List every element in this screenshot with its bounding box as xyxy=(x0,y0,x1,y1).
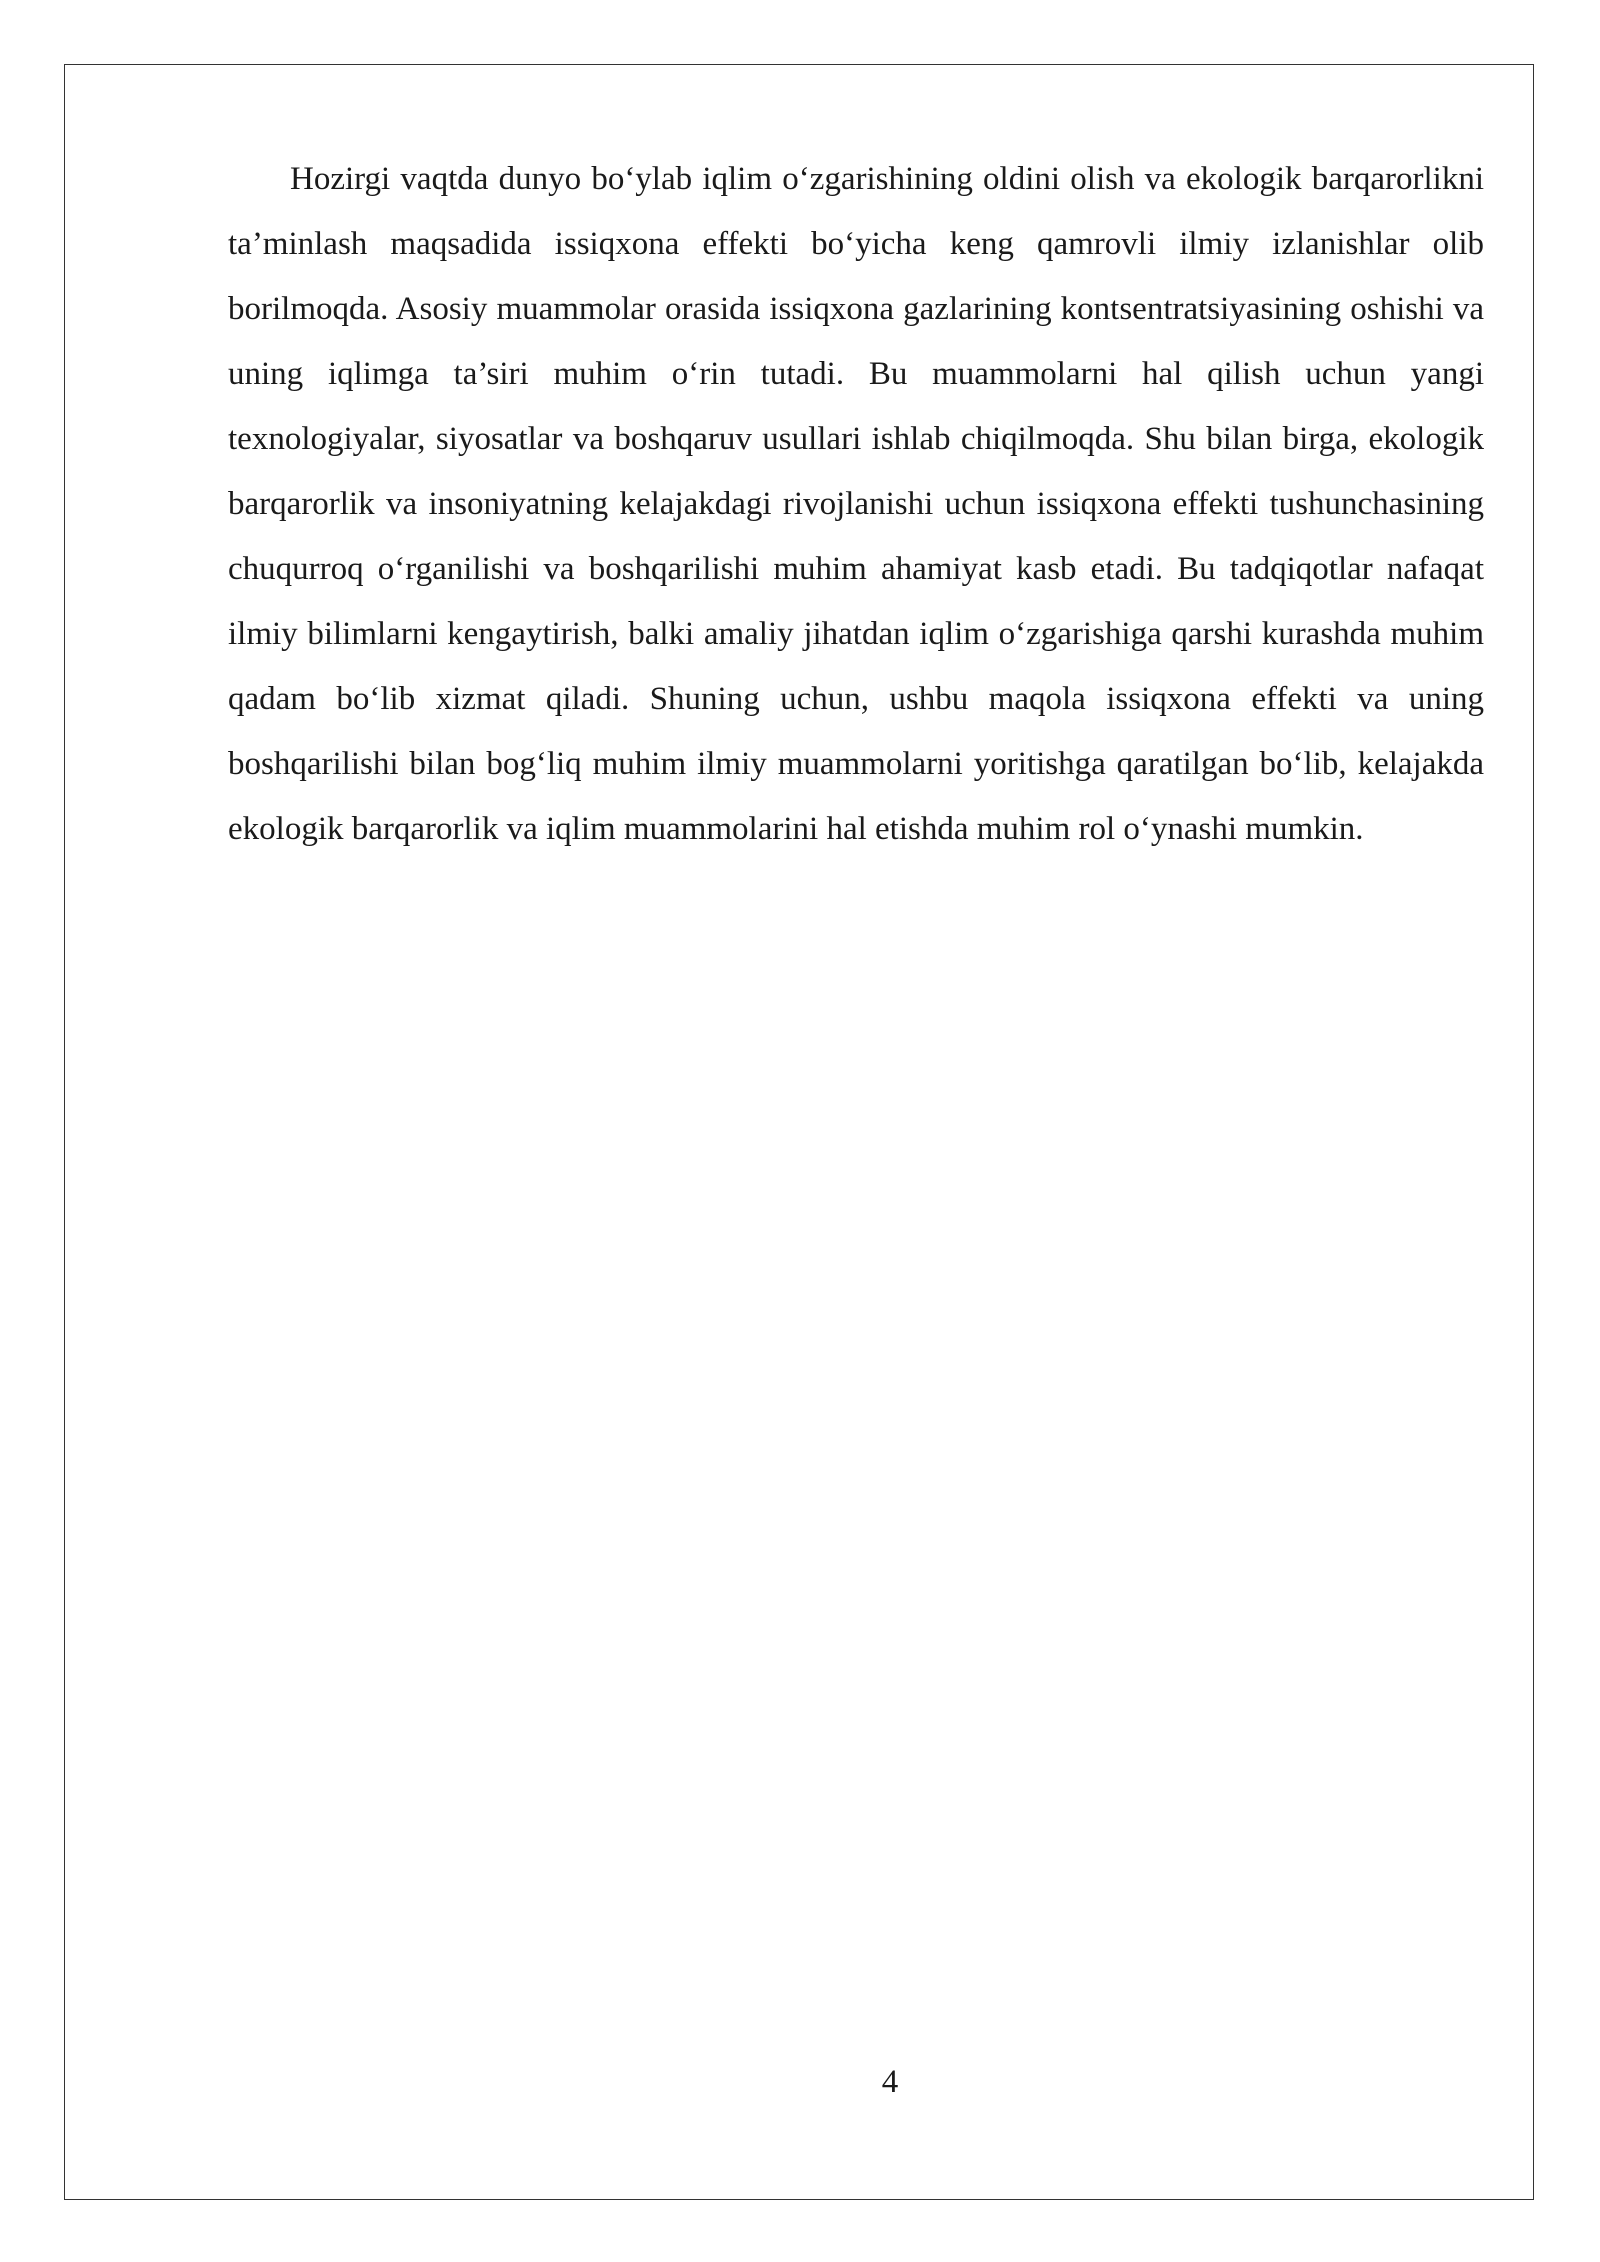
page-number: 4 xyxy=(881,2064,899,2100)
body-paragraph: Hozirgi vaqtda dunyo bo‘ylab iqlim o‘zgarishining oldini olish va ekologik barqarorlikni ta’minlash maqsadida issiqxona effekti bo‘yicha keng qamrovli ilmiy izlanishlar olib borilmoqda. Asosiy muammolar orasida issiqxona gazlarining kontsentratsiyasining oshishi va uning iqlimga ta’siri muhim o‘rin tutadi. Bu muammolarni hal qilish uchun yangi texnologiyalar, siyosatlar va boshqaruv usullari ishlab chiqilmoqda. Shu bilan birga, ekologik barqarorlik va insoniyatning kelajakdagi rivojlanishi uchun issiqxona effekti tushunchasining chuqurroq o‘rganilishi va boshqarilishi muhim ahamiyat kasb etadi. Bu tadqiqotlar nafaqat ilmiy bilimlarni kengaytirish, balki amaliy jihatdan iqlim o‘zgarishiga qarshi kurashda muhim qadam bo‘lib xizmat qiladi. Shuning uchun, ushbu maqola issiqxona effekti va uning boshqarilishi bilan bog‘liq muhim ilmiy muammolarni yoritishga qaratilgan bo‘lib, kelajakda ekologik barqarorlik va iqlim muammolarini hal etishda muhim rol o‘ynashi mumkin. xyxy=(228,161,1484,847)
